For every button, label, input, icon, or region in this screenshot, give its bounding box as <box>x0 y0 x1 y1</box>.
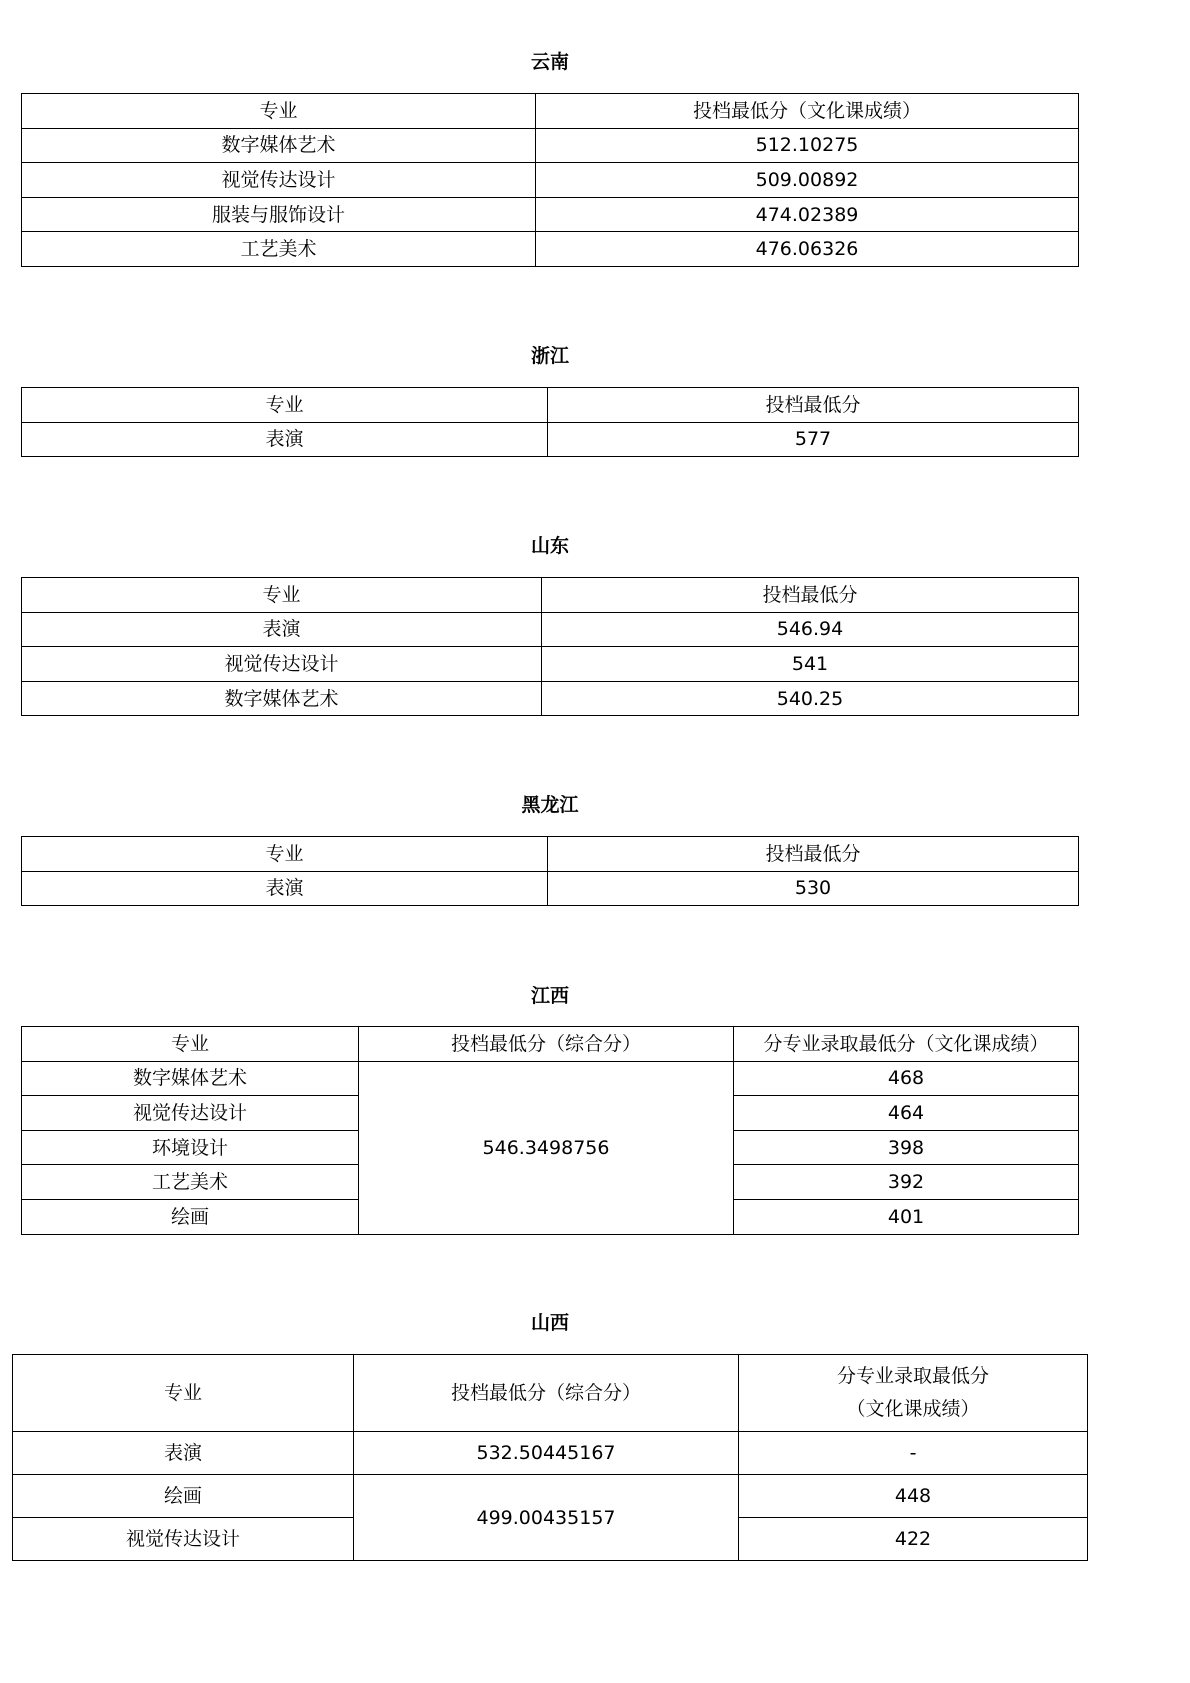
header-major: 专业 <box>22 837 548 872</box>
section-title-shandong: 山东 <box>530 535 569 557</box>
table-row <box>22 197 1079 232</box>
cell-major: 工艺美术 <box>22 232 536 267</box>
section-title-zhejiang: 浙江 <box>530 345 569 367</box>
cell-culture-score: 464 <box>734 1096 1079 1131</box>
table-row <box>13 1432 1088 1475</box>
cell-major: 绘画 <box>13 1475 354 1518</box>
cell-major: 数字媒体艺术 <box>22 1061 359 1096</box>
table-header-row <box>22 94 1079 129</box>
table-heilongjiang <box>21 836 1079 906</box>
cell-culture-score: - <box>739 1432 1088 1475</box>
cell-major: 工艺美术 <box>22 1165 359 1200</box>
cell-score: 577 <box>548 422 1079 457</box>
cell-major: 视觉传达设计 <box>22 163 536 198</box>
header-major: 专业 <box>22 94 536 129</box>
header-major: 专业 <box>22 578 542 613</box>
cell-major: 数字媒体艺术 <box>22 681 542 716</box>
cell-score: 541 <box>542 647 1079 682</box>
table-row <box>22 163 1079 198</box>
table-shandong <box>21 577 1079 716</box>
cell-major: 环境设计 <box>22 1130 359 1165</box>
cell-major: 视觉传达设计 <box>22 1096 359 1131</box>
table-row <box>22 612 1079 647</box>
header-combined-score: 投档最低分（综合分） <box>359 1027 734 1062</box>
header-min-score: 投档最低分 <box>548 388 1079 423</box>
header-min-score: 投档最低分 <box>548 837 1079 872</box>
section-title-heilongjiang: 黑龙江 <box>521 794 579 816</box>
header-combined-score: 投档最低分（综合分） <box>354 1355 739 1432</box>
cell-score: 476.06326 <box>536 232 1079 267</box>
section-title-yunnan: 云南 <box>530 51 569 73</box>
cell-score: 509.00892 <box>536 163 1079 198</box>
cell-major: 表演 <box>13 1432 354 1475</box>
cell-culture-score: 398 <box>734 1130 1079 1165</box>
header-culture-score <box>739 1355 1088 1432</box>
table-header-row <box>22 837 1079 872</box>
cell-culture-score: 422 <box>739 1518 1088 1561</box>
cell-score: 540.25 <box>542 681 1079 716</box>
table-header-row <box>13 1355 1088 1432</box>
header-culture-score: 分专业录取最低分（文化课成绩） <box>734 1027 1079 1062</box>
header-culture-score-line2: （文化课成绩） <box>846 1398 980 1420</box>
cell-combined-score: 532.50445167 <box>354 1432 739 1475</box>
table-row <box>13 1475 1088 1518</box>
section-title-jiangxi: 江西 <box>530 985 569 1007</box>
header-min-score: 投档最低分 <box>542 578 1079 613</box>
header-major: 专业 <box>22 1027 359 1062</box>
cell-major: 视觉传达设计 <box>13 1518 354 1561</box>
table-row <box>22 422 1079 457</box>
cell-score: 474.02389 <box>536 197 1079 232</box>
cell-major: 绘画 <box>22 1199 359 1234</box>
table-row <box>22 1061 1079 1096</box>
cell-culture-score: 448 <box>739 1475 1088 1518</box>
table-row <box>22 232 1079 267</box>
cell-major: 数字媒体艺术 <box>22 128 536 163</box>
table-row <box>22 128 1079 163</box>
table-row <box>22 681 1079 716</box>
table-shanxi <box>12 1354 1088 1561</box>
section-title-shanxi: 山西 <box>530 1312 569 1334</box>
table-row <box>22 871 1079 906</box>
cell-major: 服装与服饰设计 <box>22 197 536 232</box>
table-header-row <box>22 1027 1079 1062</box>
cell-culture-score: 401 <box>734 1199 1079 1234</box>
cell-major: 表演 <box>22 422 548 457</box>
cell-combined-score: 546.3498756 <box>359 1061 734 1234</box>
table-header-row <box>22 578 1079 613</box>
table-yunnan <box>21 93 1079 267</box>
table-row <box>22 647 1079 682</box>
table-jiangxi <box>21 1026 1079 1235</box>
cell-major: 视觉传达设计 <box>22 647 542 682</box>
cell-score: 546.94 <box>542 612 1079 647</box>
cell-combined-score: 499.00435157 <box>354 1475 739 1561</box>
cell-culture-score: 392 <box>734 1165 1079 1200</box>
cell-score: 512.10275 <box>536 128 1079 163</box>
cell-culture-score: 468 <box>734 1061 1079 1096</box>
header-major: 专业 <box>13 1355 354 1432</box>
cell-score: 530 <box>548 871 1079 906</box>
table-header-row <box>22 388 1079 423</box>
cell-major: 表演 <box>22 612 542 647</box>
header-min-score: 投档最低分（文化课成绩） <box>536 94 1079 129</box>
header-culture-score-line1: 分专业录取最低分 <box>836 1365 989 1387</box>
table-zhejiang <box>21 387 1079 457</box>
cell-major: 表演 <box>22 871 548 906</box>
header-major: 专业 <box>22 388 548 423</box>
